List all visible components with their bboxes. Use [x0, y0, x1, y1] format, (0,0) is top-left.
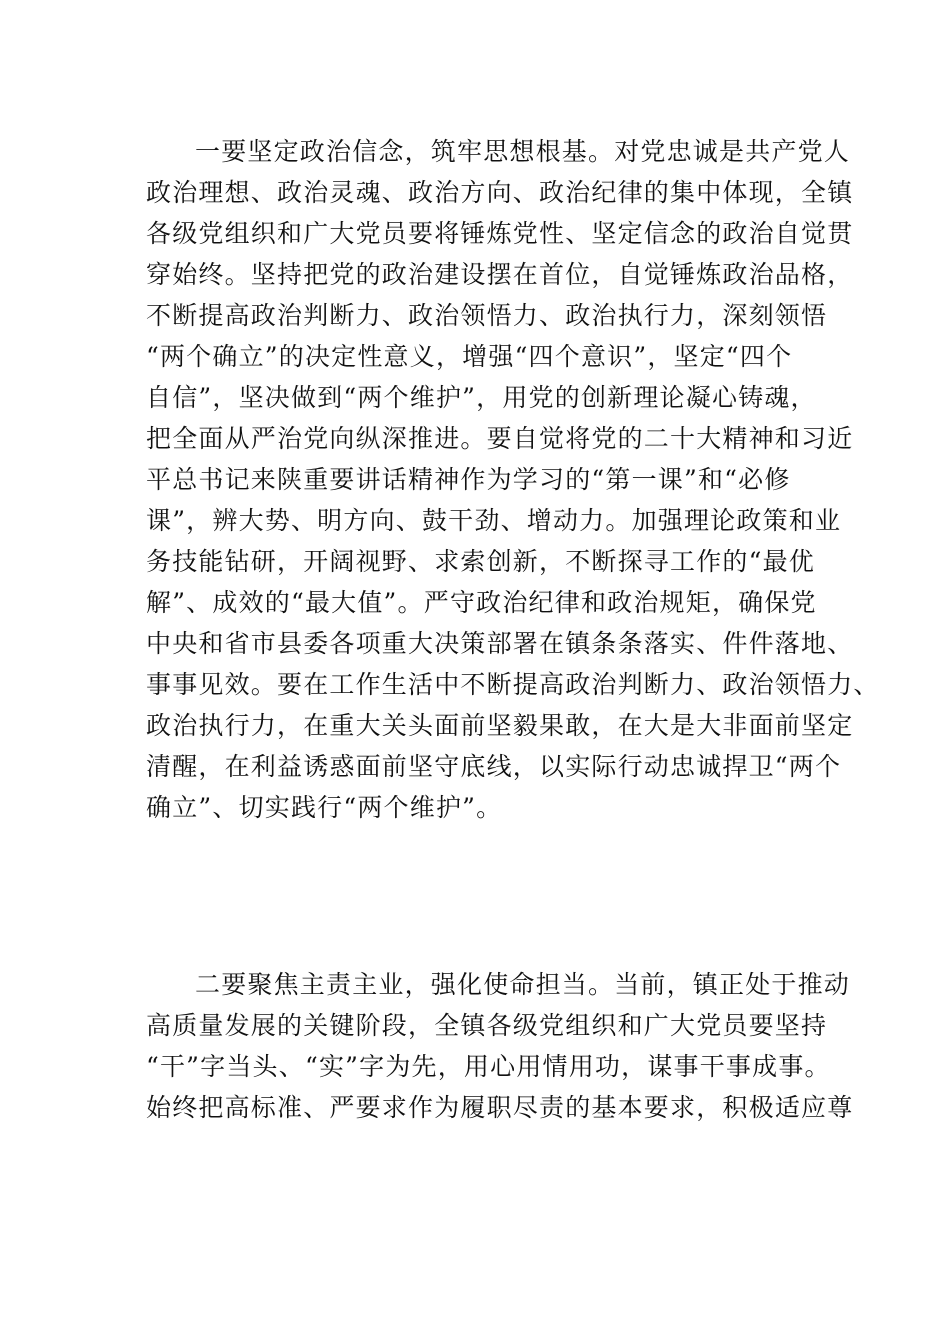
text-line: 自信”，坚决做到“两个维护”，用党的创新理论凝心铸魂， — [146, 383, 817, 412]
text-line: 解”、成效的“最大值”。严守政治纪律和政治规矩，确保党 — [146, 588, 817, 617]
text-line: 平总书记来陕重要讲话精神作为学习的“第一课”和“必修 — [146, 465, 791, 494]
text-line: 始终把高标准、严要求作为履职尽责的基本要求，积极适应尊 — [146, 1093, 854, 1122]
text-line: 务技能钻研，开阔视野、求索创新，不断探寻工作的“最优 — [146, 547, 815, 576]
text-line: 清醒，在利益诱惑面前坚守底线，以实际行动忠诚捍卫“两个 — [146, 752, 842, 781]
text-line: 事事见效。要在工作生活中不断提高政治判断力、政治领悟力、 — [146, 670, 880, 699]
text-line: 课”，辨大势、明方向、鼓干劲、增动力。加强理论政策和业 — [146, 506, 842, 535]
text-line: 高质量发展的关键阶段，全镇各级党组织和广大党员要坚持 — [146, 1011, 828, 1040]
text-line: 政治理想、政治灵魂、政治方向、政治纪律的集中体现，全镇 — [146, 178, 854, 207]
text-line: 各级党组织和广大党员要将锤炼党性、坚定信念的政治自觉贯 — [146, 219, 854, 248]
text-line: 政治执行力，在重大关头面前坚毅果敢，在大是大非面前坚定 — [146, 711, 854, 740]
text-line: 不断提高政治判断力、政治领悟力、政治执行力，深刻领悟 — [146, 301, 828, 330]
text-line: 中央和省市县委各项重大决策部署在镇条条落实、件件落地、 — [146, 629, 854, 658]
text-line: 确立”、切实践行“两个维护”。 — [146, 793, 503, 822]
text-line: 穿始终。坚持把党的政治建设摆在首位，自觉锤炼政治品格， — [146, 260, 854, 289]
text-line: “两个确立”的决定性意义，增强“四个意识”，坚定“四个 — [146, 342, 793, 371]
text-line: “干”字当头、“实”字为先，用心用情用功，谋事干事成事。 — [146, 1052, 831, 1081]
text-line: 一要坚定政治信念，筑牢思想根基。对党忠诚是共产党人 — [195, 137, 851, 166]
text-line: 二要聚焦主责主业，强化使命担当。当前，镇正处于推动 — [195, 970, 851, 999]
text-line: 把全面从严治党向纵深推进。要自觉将党的二十大精神和习近 — [146, 424, 854, 453]
